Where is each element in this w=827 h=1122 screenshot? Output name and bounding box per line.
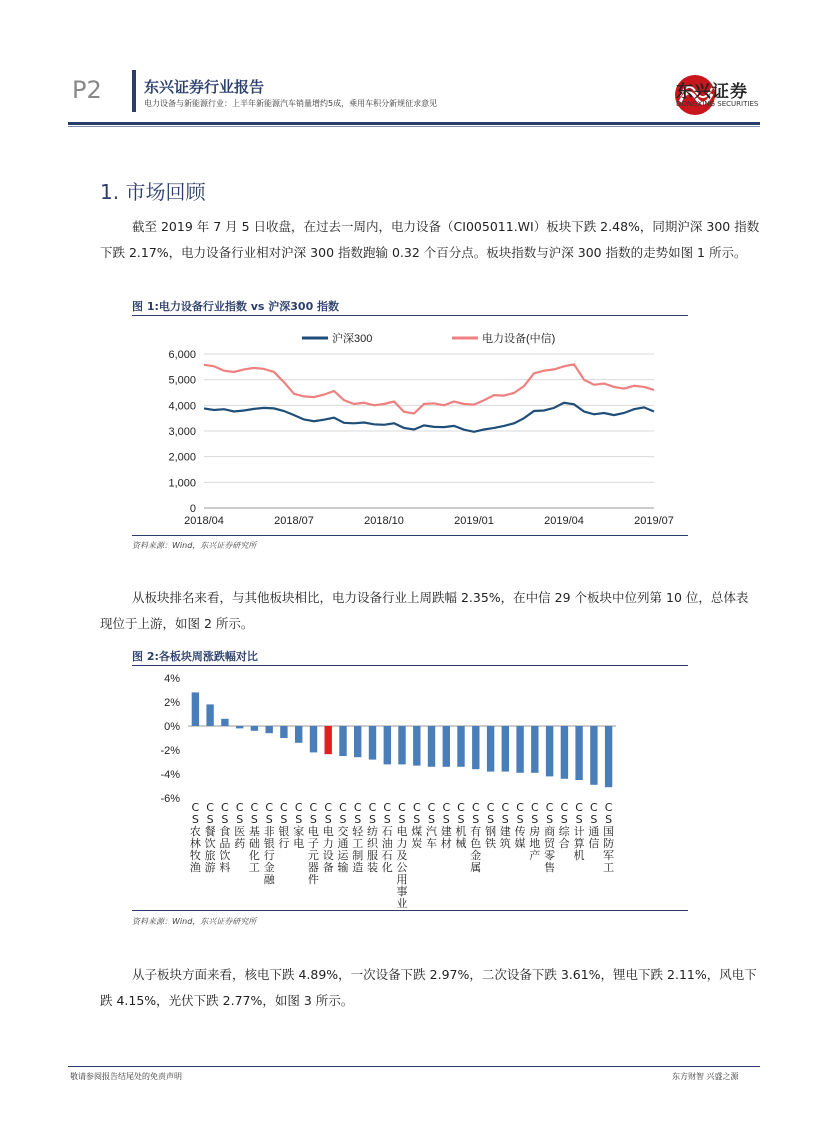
bar-18	[457, 726, 464, 767]
legend-label-1: 电力设备(中信)	[482, 333, 556, 345]
figure-1-bottom-rule	[132, 535, 688, 536]
logo-text-en: DONGXING SECURITIES	[676, 100, 759, 108]
paragraph-sector-ranking: 从板块排名来看，与其他板块相比，电力设备行业上周跌幅 2.35%，在中信 29 个板块中位列第 10 位，总体表现位于上游，如图 2 所示。	[100, 590, 749, 631]
paragraph-market-review: 截至 2019 年 7 月 5 日收盘，在过去一周内，电力设备（CI005011.WI）板块下跌 2.48%，同期沪深 300 指数下跌 2.17%，电力设备行业相对沪深 300 指数跑输 0.32 个百分点。板块指数与沪深 300 指数的走势如图 1 所示。	[100, 219, 760, 260]
category-label: CS建材	[440, 801, 452, 850]
logo-text-cn: 东兴证券	[676, 82, 748, 102]
footer-rule	[68, 1066, 760, 1067]
footer-slogan: 东方财智 兴盛之源	[672, 1072, 739, 1081]
bar-17	[443, 726, 450, 767]
bar-8	[310, 726, 317, 752]
section-title: 1. 市场回顾	[100, 180, 206, 204]
bar-0	[192, 692, 199, 726]
y-tick-label: -6%	[160, 793, 180, 805]
bar-23	[531, 726, 538, 773]
bar-11	[354, 726, 361, 757]
figure-1-top-rule	[132, 315, 688, 316]
y-tick-label: 0%	[164, 721, 180, 733]
header-rule	[68, 122, 760, 125]
y-tick-label: 4,000	[168, 400, 196, 413]
series-line-1	[204, 364, 654, 413]
y-tick-label: 1,000	[168, 477, 196, 490]
category-label: CS传媒	[514, 801, 526, 850]
index-line-chart	[132, 318, 688, 532]
category-label: CS电子元器件	[307, 801, 319, 886]
x-tick-label: 2018/04	[184, 515, 224, 527]
series-line-0	[204, 403, 654, 432]
y-tick-label: 4%	[164, 673, 180, 685]
category-label: CS煤炭	[411, 801, 423, 850]
category-label: CS非银行金融	[263, 801, 275, 886]
bar-2	[221, 719, 228, 726]
bar-19	[472, 726, 479, 769]
category-label: CS餐饮旅游	[204, 801, 216, 874]
header-divider	[132, 70, 136, 112]
category-label: CS电力及公用事业	[396, 801, 408, 910]
category-label: CS商贸零售	[544, 801, 556, 874]
footer-disclaimer: 敬请参阅报告结尾处的免责声明	[70, 1072, 182, 1081]
bar-25	[561, 726, 568, 779]
y-tick-label: 3,000	[168, 426, 196, 438]
category-label: CS国防军工	[603, 801, 615, 874]
bar-5	[266, 726, 273, 733]
x-tick-label: 2019/04	[544, 515, 584, 527]
sector-bar-chart	[132, 668, 688, 808]
x-tick-label: 2018/07	[274, 515, 314, 527]
bar-24	[546, 726, 553, 776]
category-label: CS通信	[588, 801, 600, 850]
figure-2-bottom-rule	[132, 910, 688, 911]
bar-1	[206, 704, 213, 726]
legend-label-0: 沪深300	[332, 333, 373, 345]
bar-28	[605, 726, 612, 787]
category-label: CS机械	[455, 801, 467, 850]
y-tick-label: -2%	[160, 745, 180, 757]
y-tick-label: 2,000	[168, 451, 196, 464]
x-tick-label: 2018/10	[364, 515, 404, 527]
bar-9	[325, 726, 332, 754]
category-label: CS综合	[558, 801, 570, 850]
bar-14	[398, 726, 405, 764]
category-label: CS纺织服装	[367, 801, 378, 874]
bar-12	[369, 726, 376, 760]
bar-7	[295, 726, 302, 743]
category-label: CS计算机	[573, 801, 585, 862]
bar-27	[590, 726, 597, 785]
category-label: CS石油石化	[381, 801, 393, 874]
category-label: CS农林牧渔	[189, 801, 201, 874]
category-label: CS电力设备	[322, 801, 334, 874]
page-number: P2	[72, 76, 102, 104]
y-tick-label: 5,000	[168, 374, 196, 387]
bar-20	[487, 726, 494, 772]
bar-3	[236, 726, 243, 728]
figure-1-source: 资料来源：Wind，东兴证券研究所	[132, 541, 257, 550]
y-tick-label: 0	[189, 503, 196, 515]
header-rule-thin	[68, 126, 760, 127]
report-title: 东兴证券行业报告	[144, 78, 265, 96]
y-tick-label: -4%	[160, 769, 180, 781]
category-label: CS轻工制造	[352, 801, 364, 874]
x-tick-label: 2019/01	[454, 515, 494, 527]
report-subtitle: 电力设备与新能源行业：上半年新能源汽车销量增约5成，乘用车积分新规征求意见	[144, 99, 438, 108]
figure-2-top-rule	[132, 665, 688, 666]
bar-21	[502, 726, 509, 772]
bar-6	[280, 726, 287, 738]
category-label: CS家电	[293, 801, 305, 850]
category-label: CS房地产	[529, 801, 541, 862]
bar-15	[413, 726, 420, 766]
figure-1-title: 图 1:电力设备行业指数 vs 沪深300 指数	[132, 300, 340, 313]
category-label: CS银行	[278, 801, 290, 850]
bar-26	[575, 726, 582, 780]
sector-category-labels	[132, 800, 688, 910]
category-label: CS建筑	[499, 801, 511, 850]
category-label: CS基础化工	[248, 801, 260, 874]
bar-22	[516, 726, 523, 773]
figure-2-source: 资料来源：Wind，东兴证券研究所	[132, 917, 257, 926]
paragraph-sub-sectors: 从子板块方面来看，核电下跌 4.89%，一次设备下跌 2.97%，二次设备下跌 3.61%，锂电下跌 2.11%，风电下跌 4.15%，光伏下跌 2.77%，如图 3 所示。	[100, 967, 757, 1008]
x-tick-label: 2019/07	[634, 515, 674, 527]
bar-10	[339, 726, 346, 756]
category-label: CS有色金属	[470, 801, 482, 874]
bar-16	[428, 726, 435, 767]
bar-13	[384, 726, 391, 764]
category-label: CS钢铁	[485, 801, 497, 850]
y-tick-label: 6,000	[168, 349, 196, 361]
category-label: CS汽车	[426, 801, 437, 850]
bar-4	[251, 726, 258, 731]
figure-2-title: 图 2:各板块周涨跌幅对比	[132, 650, 258, 663]
category-label: CS食品饮料	[219, 801, 231, 874]
category-label: CS交通运输	[337, 801, 349, 874]
category-label: CS医药	[234, 801, 246, 850]
y-tick-label: 2%	[164, 697, 180, 709]
